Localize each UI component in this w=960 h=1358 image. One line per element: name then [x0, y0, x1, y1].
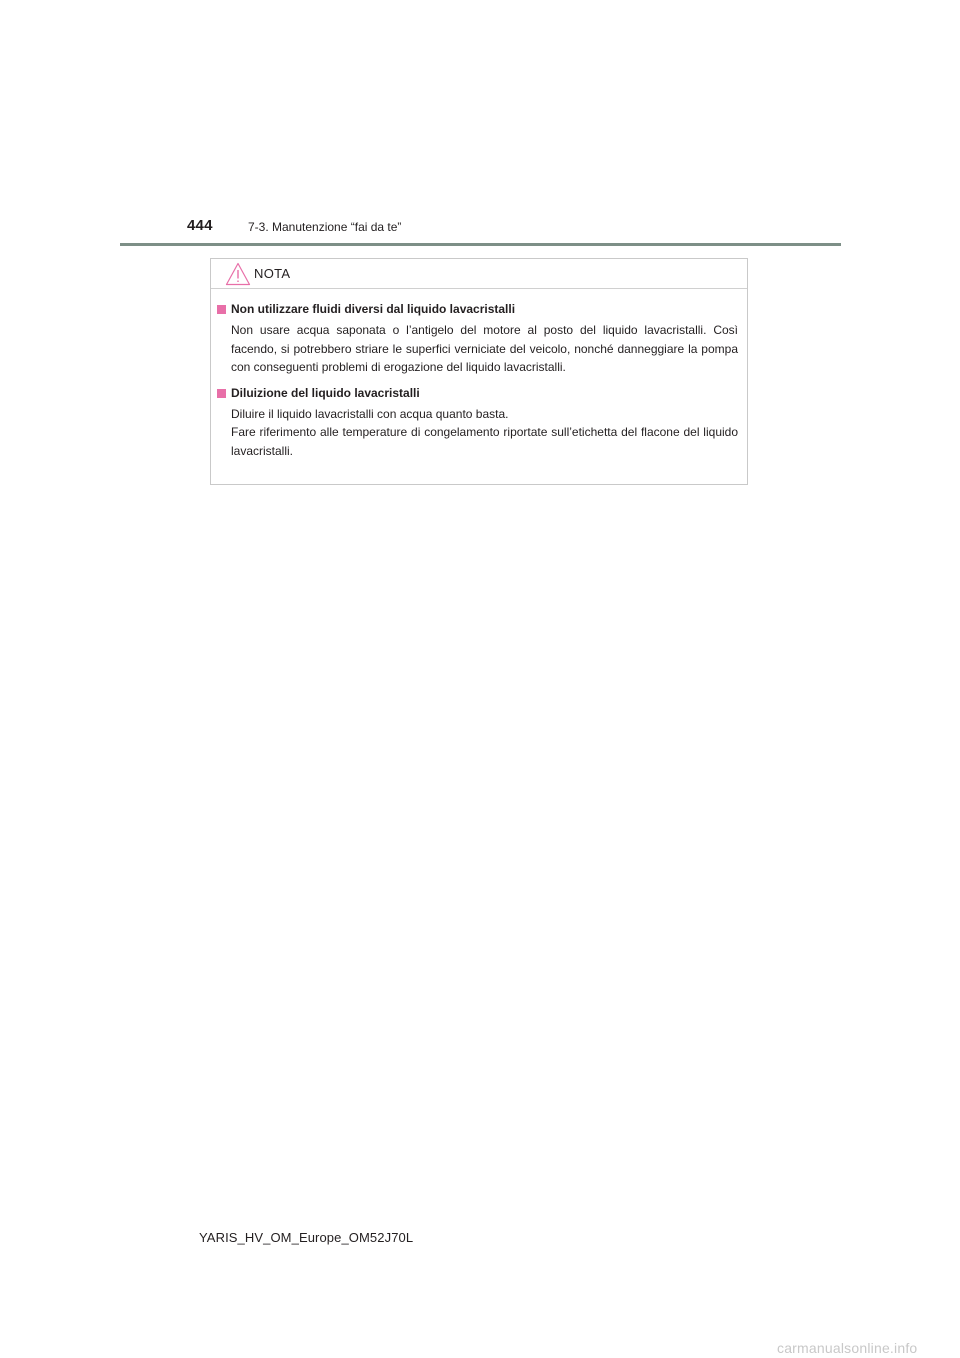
notice-item-heading-text: Diluizione del liquido lavacristalli — [231, 385, 420, 400]
square-bullet-icon — [217, 389, 226, 398]
section-title: 7-3. Manutenzione “fai da te” — [248, 220, 402, 234]
notice-item — [217, 301, 738, 377]
notice-item — [217, 385, 738, 461]
notice-paragraph: Non usare acqua saponata o l’antigelo del motore al posto del liquido lavacristalli. Così facendo, si potrebbero striare le superfici verniciate del veicolo, nonché danneggiare la pompa con conseguenti problemi di erogazione del liquido lavacristalli. — [231, 323, 738, 374]
notice-item-text — [231, 405, 738, 461]
warning-triangle-icon — [225, 262, 251, 286]
watermark: carmanualsonline.info — [777, 1340, 918, 1356]
notice-item-text — [231, 321, 738, 377]
notice-header — [211, 259, 747, 289]
footer-code: YARIS_HV_OM_Europe_OM52J70L — [199, 1230, 414, 1245]
notice-item-heading — [217, 385, 738, 402]
page-number: 444 — [187, 217, 213, 234]
notice-body — [211, 289, 747, 460]
square-bullet-icon — [217, 305, 226, 314]
notice-label: NOTA — [254, 266, 291, 281]
notice-item-heading-text: Non utilizzare fluidi diversi dal liquido lavacristalli — [231, 302, 516, 316]
header-rule — [120, 243, 841, 246]
notice-box — [210, 258, 748, 485]
notice-paragraph: Fare riferimento alle temperature di congelamento riportate sull’etichetta del flacone del liquido lavacristalli. — [231, 425, 738, 458]
notice-paragraph: Diluire il liquido lavacristalli con acqua quanto basta. — [231, 406, 509, 421]
notice-item-heading — [217, 301, 738, 318]
